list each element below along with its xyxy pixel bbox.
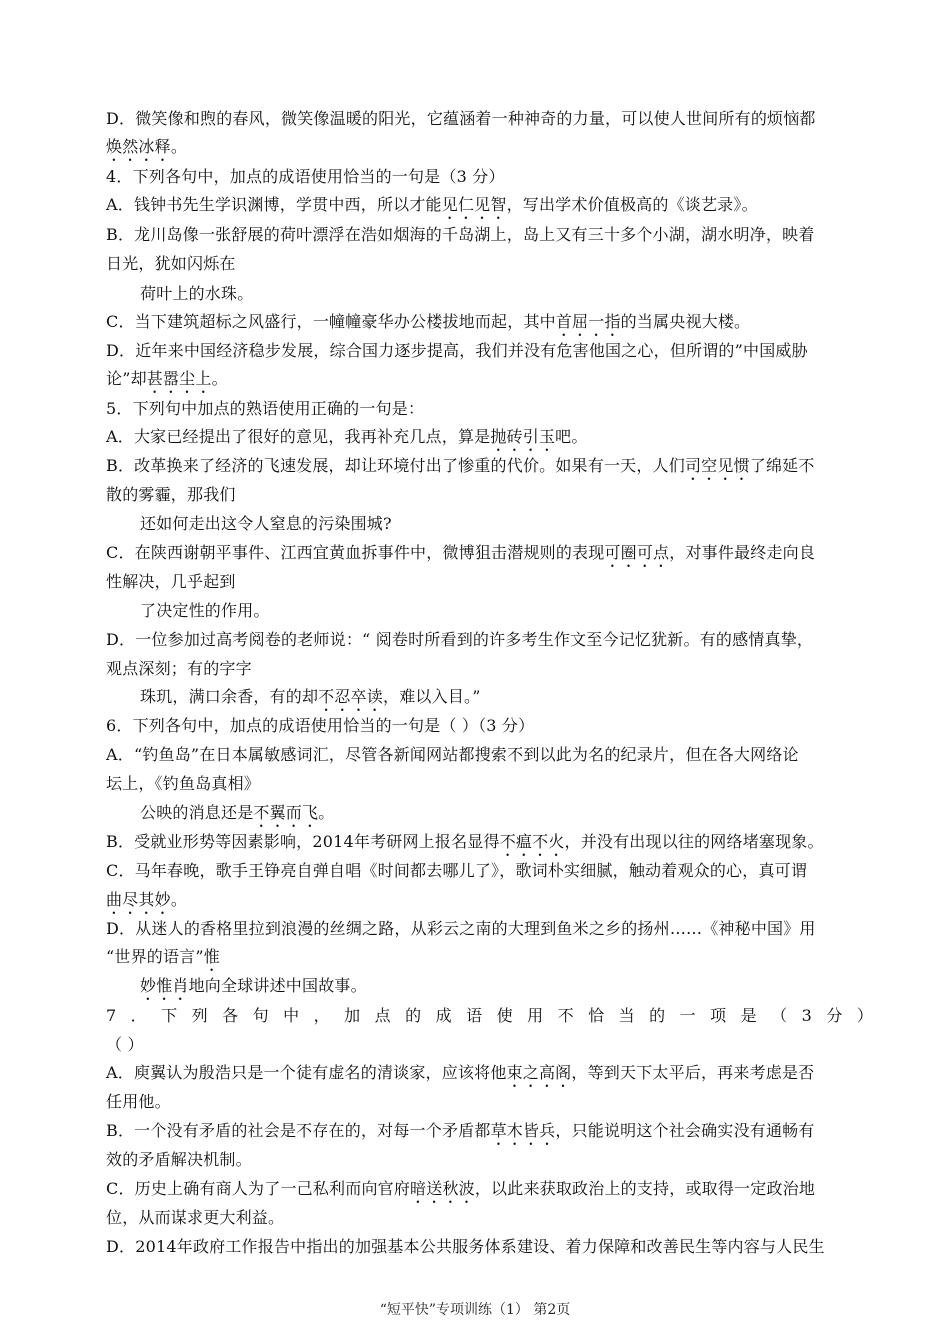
q7-option-d-line1: D．2014年政府工作报告中指出的加强基本公共服务体系建设、着力保障和改善民生等内容与人民生 [106,1237,825,1256]
q5-option-d-line2: 观点深刻；有的字字 [106,659,252,678]
q5-option-d-line1: D．一位参加过高考阅卷的老师说：“ 阅卷时所看到的许多考生作文至今记忆犹新。有的感情真挚， [106,630,814,649]
q7-stem: 7．下列各句中，加点的成语使用不恰当的一项是（3分） [106,1006,888,1025]
q4-option-b-line1: B．龙川岛像一张舒展的荷叶漂浮在浩如烟海的千岛湖上，岛上又有三十多个小湖，湖水明净，映着 [106,225,815,244]
emphasized-idiom: 不瘟不火 [499,832,565,851]
q3-option-d-line2: 焕然冰释。 [106,137,188,156]
q7-option-a-line1: A．庾翼认为殷浩只是一个徒有虚名的清谈家，应该将他束之高阁，等到天下太平后，再来考虑是否 [106,1063,815,1082]
q4-option-a: A．钱钟书先生学识渊博，学贯中西，所以才能见仁见智，写出学术价值极高的《谈艺录》。 [106,195,758,214]
q5-option-b-line2: 散的雾霾，那我们 [106,485,236,504]
emphasized-idiom: 不翼而飞 [253,803,319,822]
emphasized-idiom: 见仁见智 [441,195,507,214]
emphasized-idiom: 不忍卒读 [318,687,384,706]
q6-option-c-line2: 曲尽其妙。 [106,890,188,909]
q6-stem: 6．下列各句中，加点的成语使用恰当的一句是（ ）（3 分） [106,716,535,735]
q7-option-c-line1: C．历史上确有商人为了一己私利而向官府暗送秋波，以此来获取政治上的支持，或取得一定政治地 [106,1179,816,1198]
q5-option-c-line1: C．在陕西谢朝平事件、江西宜黄血拆事件中，微博狙击潜规则的表现可圈可点，对事件最终走向良 [106,543,816,562]
q6-option-a-line2: 坛上，《钓鱼岛真相》 [106,774,261,793]
emphasized-idiom: 甚嚣尘上 [146,369,212,388]
q7-option-b-line1: B．一个没有矛盾的社会是不存在的，对每一个矛盾都草木皆兵，只能说明这个社会确实没有通畅有 [106,1121,815,1140]
q4-stem: 4．下列各句中，加点的成语使用恰当的一句是（3 分） [106,167,505,186]
emphasized-idiom: 抛砖引玉 [490,427,556,446]
emphasized-idiom: 可圈可点 [604,543,670,562]
q6-option-d-line2: “世界的语言”惟 [106,947,220,966]
q5-option-b-line1: B．改革换来了经济的飞速发展，却让环境付出了惨重的代价。如果有一天，人们司空见惯了绵延不 [106,456,815,475]
q7-option-c-line2: 位，从而谋求更大利益。 [106,1208,285,1227]
q5-option-a: A．大家已经提出了很好的意见，我再补充几点，算是抛砖引玉吧。 [106,427,588,446]
q6-option-b: B．受就业形势等因素影响，2014年考研网上报名显得不瘟不火，并没有出现以往的网络堵塞现象。 [106,832,824,851]
emphasized-idiom: 司空见惯 [684,456,750,475]
q6-option-c-line1: C．马年春晚，歌手王铮亮自弹自唱《时间都去哪儿了》，歌词朴实细腻，触动着观众的心，真可谓 [106,861,808,880]
q4-option-d-line1: D．近年来中国经济稳步发展，综合国力逐步提高，我们并没有危害他国之心，但所谓的”中国威胁 [106,341,808,360]
q4-option-b-line2: 日光，犹如闪烁在 [106,254,236,273]
q7-option-a-line2: 任用他。 [106,1092,171,1111]
q5-option-c-line3: 了决定性的作用。 [140,601,270,620]
q6-option-d-line1: D．从迷人的香格里拉到浪漫的丝绸之路，从彩云之南的大理到鱼米之乡的扬州……《神秘中国》用 [106,919,816,938]
q5-option-b-line3: 还如何走出这令人窒息的污染围城? [140,514,392,533]
q5-option-c-line2: 性解决，几乎起到 [106,572,236,591]
emphasized-idiom: 惟 [203,947,220,966]
emphasized-idiom: 妙惟肖 [140,976,189,995]
q7-answer-blank: （ ） [106,1035,144,1054]
q5-option-d-line3: 珠玑，满口余香，有的却不忍卒读，难以入目。” [140,687,481,706]
emphasized-idiom: 束之高阁 [506,1063,572,1082]
emphasized-idiom: 曲尽其妙 [106,890,171,909]
q4-option-d-line2: 论”却甚嚣尘上。 [106,369,228,388]
q6-option-d-line3: 妙惟肖地向全球讲述中国故事。 [140,976,367,995]
page-footer: “短平快”专项训练（1） 第2页 [379,1302,571,1318]
q4-option-b-line3: 荷叶上的水珠。 [140,284,254,303]
q6-option-a-line3: 公映的消息还是不翼而飞。 [140,803,335,822]
emphasized-idiom: 焕然冰释 [106,137,171,156]
emphasized-idiom: 首屈一指 [555,312,621,331]
q4-option-c: C．当下建筑超标之风盛行，一幢幢豪华办公楼拔地而起，其中首屈一指的当属央视大楼。 [106,312,751,331]
q5-stem: 5．下列句中加点的熟语使用正确的一句是： [106,399,425,418]
q7-option-b-line2: 效的矛盾解决机制。 [106,1150,252,1169]
emphasized-idiom: 草木皆兵 [490,1121,556,1140]
emphasized-idiom: 暗送秋波 [410,1179,475,1198]
q3-option-d-line1: D．微笑像和煦的春风，微笑像温暖的阳光，它蕴涵着一种神奇的力量，可以使人世间所有的烦恼都 [106,109,816,128]
q6-option-a-line1: A．“钓鱼岛”在日本属敏感词汇，尽管各新闻网站都搜索不到以此为名的纪录片，但在各大网络论 [106,745,799,764]
